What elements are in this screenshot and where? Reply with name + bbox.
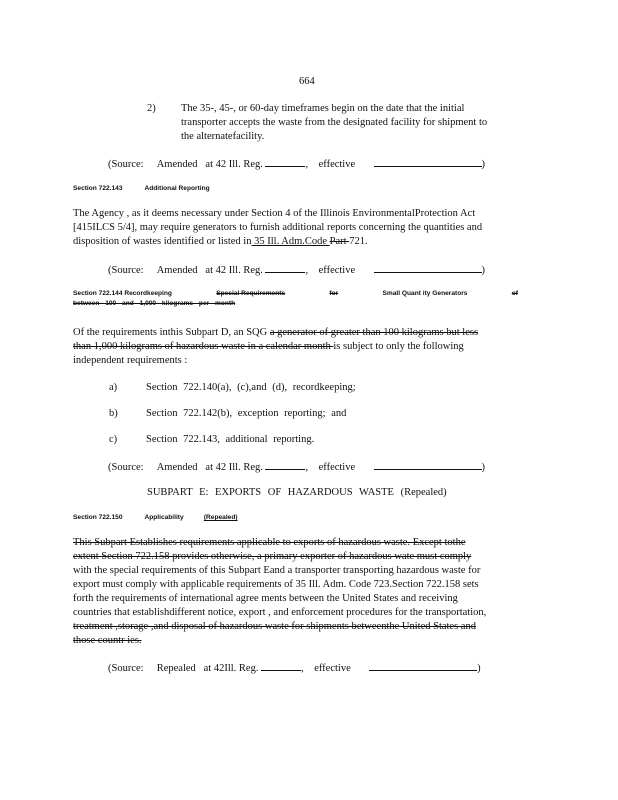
item2-line-2: transporter accepts the waste from the designated facility for shipment to xyxy=(181,117,488,128)
list-item: Section 722.140(a), (c),and (d), recordkeeping; xyxy=(146,382,356,393)
item2-line-1: The 35-, 45-, or 60-day timeframes begin on the date that the initial xyxy=(181,103,465,114)
paragraph-line: forth the requirements of international agree ments between the United States and receiving xyxy=(73,593,458,604)
paragraph-line: than 1,000 kilograms of hazardous waste in a calendar month is subject to only the following xyxy=(73,341,464,352)
paragraph-line: Of the requirements inthis Subpart D, an SQG a generator of greater than 100 kilograms but less xyxy=(73,327,479,338)
source-note: (Source: Amended at 42 Ill. Reg. , effective ) xyxy=(108,156,488,172)
paragraph-line: disposition of wastes identified or listed in 35 Ill. Adm.Code Part 721. xyxy=(73,236,368,247)
list-marker: b) xyxy=(109,408,118,419)
section-heading: Section 722.143 Additional Reporting xyxy=(73,185,210,192)
section-heading: Section 722.150 Applicability (Repealed) xyxy=(73,514,238,521)
source-note: (Source: Amended at 42 Ill. Reg. , effective ) xyxy=(108,262,488,278)
list-marker: 2) xyxy=(147,103,156,114)
paragraph-line-struck: extent Section 722.158 provides otherwise, a primary exporter of hazardous wate must comply xyxy=(73,551,472,562)
subpart-heading: SUBPART E: EXPORTS OF HAZARDOUS WASTE (Repealed) xyxy=(147,487,447,498)
paragraph-line-struck: treatment ,storage ,and disposal of hazardous waste for shipments betweenthe United States and xyxy=(73,621,476,632)
paragraph-line: countries that establishdifferent notice, export , and enforcement procedures for the transportation, xyxy=(73,607,487,618)
paragraph-line: The Agency , as it deems necessary under Section 4 of the Illinois EnvironmentalProtection Act xyxy=(73,208,476,219)
list-marker: a) xyxy=(109,382,118,393)
paragraph-line-struck: This Subpart Establishes requirements applicable to exports of hazardous waste. Except tothe xyxy=(73,537,466,548)
section-heading: Section 722.144 Recordkeeping Special Requirements for Small Quant ity Generators of xyxy=(73,290,518,297)
paragraph-line: with the special requirements of this Subpart Eand a transporter transporting hazardous waste for xyxy=(73,565,481,576)
paragraph-line: [415ILCS 5/4], may require generators to furnish additional reports concerning the quantities and xyxy=(73,222,483,233)
section-heading-struck: between 100 and 1,000 kilograms per month xyxy=(73,300,236,307)
page-number: 664 xyxy=(299,76,315,87)
list-item: Section 722.143, additional reporting. xyxy=(146,434,315,445)
paragraph-line: independent requirements : xyxy=(73,355,188,366)
list-item: Section 722.142(b), exception reporting; and xyxy=(146,408,347,419)
source-note: (Source: Repealed at 42Ill. Reg. , effective ) xyxy=(108,660,488,676)
source-note: (Source: Amended at 42 Ill. Reg. , effective ) xyxy=(108,459,488,475)
paragraph-line-struck: those countr ies. xyxy=(73,635,142,646)
item2-line-3: the alternatefacility. xyxy=(181,131,265,142)
paragraph-line: export must comply with applicable requirements of 35 Ill. Adm. Code 723.Section 722.158 sets xyxy=(73,579,479,590)
list-marker: c) xyxy=(109,434,118,445)
